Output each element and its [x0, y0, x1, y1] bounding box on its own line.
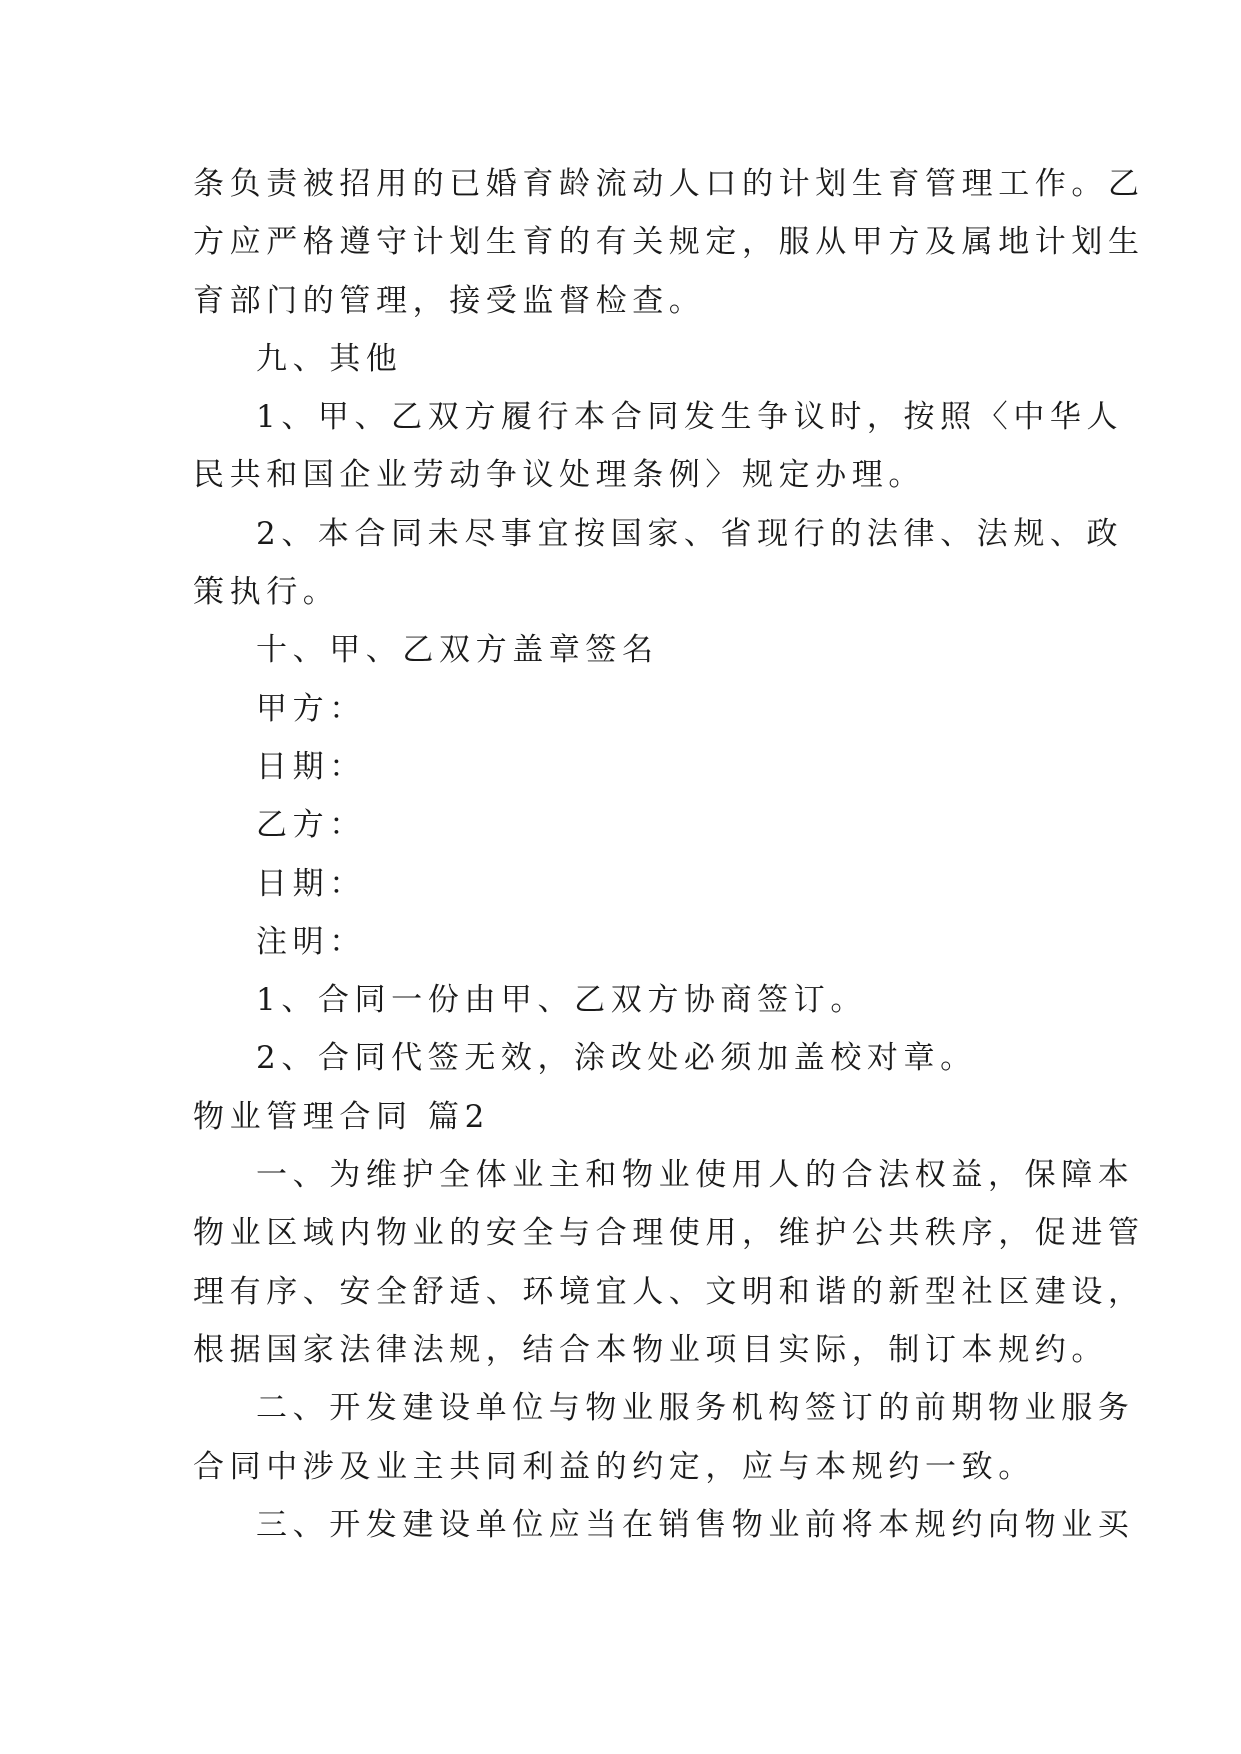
section-heading: 十、甲、乙双方盖章签名 — [256, 632, 659, 669]
signature-field-party-a: 甲方： — [256, 690, 366, 727]
body-line: 合同中涉及业主共同利益的约定，应与本规约一致。 — [193, 1448, 1035, 1485]
date-field-party-b: 日期： — [256, 865, 366, 902]
body-line: 1、甲、乙双方履行本合同发生争议时，按照〈中华人 — [256, 399, 1124, 436]
body-line: 一、为维护全体业主和物业使用人的合法权益，保障本 — [256, 1157, 1135, 1194]
body-line: 民共和国企业劳动争议处理条例〉规定办理。 — [193, 457, 925, 494]
body-line: 1、合同一份由甲、乙双方协商签订。 — [256, 982, 867, 1019]
date-field-party-a: 日期： — [256, 748, 366, 785]
body-line: 条负责被招用的已婚育龄流动人口的计划生育管理工作。乙 — [193, 166, 1145, 202]
body-line: 二、开发建设单位与物业服务机构签订的前期物业服务 — [256, 1390, 1135, 1427]
document-title: 物业管理合同 篇2 — [193, 1098, 490, 1135]
body-line: 三、开发建设单位应当在销售物业前将本规约向物业买 — [256, 1506, 1135, 1543]
body-line: 根据国家法律法规，结合本物业项目实际，制订本规约。 — [193, 1331, 1108, 1368]
signature-field-party-b: 乙方： — [256, 807, 366, 844]
body-line: 方应严格遵守计划生育的有关规定，服从甲方及属地计划生 — [193, 224, 1145, 261]
body-line: 育部门的管理，接受监督检查。 — [193, 282, 706, 319]
body-line: 2、本合同未尽事宜按国家、省现行的法律、法规、政 — [256, 515, 1124, 552]
body-line: 策执行。 — [193, 574, 340, 611]
document-body — [193, 155, 1145, 1554]
note-heading: 注明： — [256, 923, 366, 960]
body-line: 2、合同代签无效，涂改处必须加盖校对章。 — [256, 1040, 977, 1077]
section-heading: 九、其他 — [256, 340, 403, 377]
body-line: 理有序、安全舒适、环境宜人、文明和谐的新型社区建设， — [193, 1273, 1145, 1310]
body-line: 物业区域内物业的安全与合理使用，维护公共秩序，促进管 — [193, 1215, 1145, 1252]
